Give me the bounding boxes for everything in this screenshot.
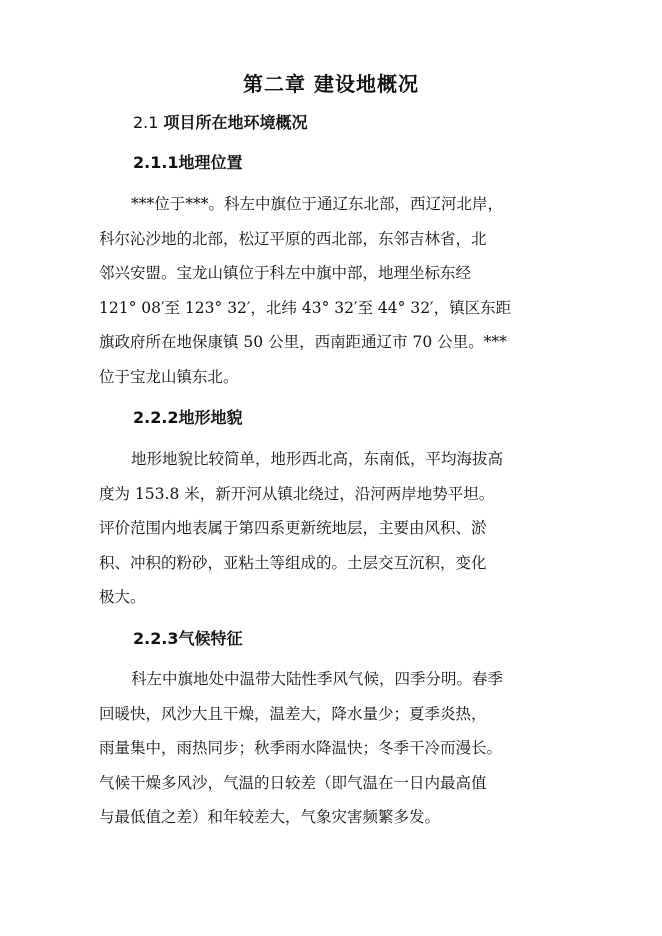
subsection-heading-terrain: 2.2.2地形地貌 (133, 408, 243, 427)
paragraph-line: 积、冲积的粉砂，亚粘土等组成的。土层交互沉积，变化 (99, 553, 487, 572)
paragraph-line: 旗政府所在地保康镇 50 公里，西南距通辽市 70 公里。*** (99, 333, 507, 352)
section-title (133, 111, 308, 135)
paragraph-line: 评价范围内地表属于第四系更新统地层，主要由风积、淤 (99, 519, 487, 538)
paragraph-geography (99, 187, 561, 395)
paragraph-climate (99, 662, 561, 835)
paragraph-line: 地形地貌比较简单，地形西北高，东南低，平均海拔高 (131, 450, 504, 468)
paragraph-line: 121° 08′至 123° 32′，北纬 43° 32′至 44° 32′，镇区东距 (99, 298, 512, 317)
paragraph-line: 科左中旗地处中温带大陆性季风气候，四季分明。春季 (131, 670, 504, 688)
paragraph-line: 度为 153.8 米，新开河从镇北绕过，沿河两岸地势平坦。 (99, 484, 495, 503)
section-heading: 项目所在地环境概况 (163, 113, 308, 132)
paragraph-line: 雨量集中，雨热同步；秋季雨水降温快；冬季干冷而漫长。 (99, 739, 503, 758)
paragraph-line: 邻兴安盟。宝龙山镇位于科左中旗中部，地理坐标东经 (99, 264, 472, 283)
paragraph-line: 回暖快，风沙大且干燥，温差大，降水量少；夏季炎热， (99, 704, 487, 723)
paragraph-line: ***位于***。科左中旗位于通辽东北部，西辽河北岸， (131, 195, 504, 213)
paragraph-terrain (99, 442, 561, 615)
paragraph-line: 气候干燥多风沙，气温的日较差（即气温在一日内最高值 (99, 773, 487, 792)
paragraph-line: 与最低值之差）和年较差大，气象灾害频繁多发。 (99, 808, 441, 827)
paragraph-line: 极大。 (99, 588, 146, 607)
chapter-title: 第二章 建设地概况 (243, 72, 419, 96)
subsection-heading-geography: 2.1.1地理位置 (133, 153, 243, 172)
section-number: 2.1 (133, 113, 159, 132)
paragraph-line: 科尔沁沙地的北部，松辽平原的西北部，东邻吉林省，北 (99, 229, 487, 248)
subsection-heading-climate: 2.2.3气候特征 (133, 629, 243, 648)
paragraph-line: 位于宝龙山镇东北。 (99, 367, 239, 386)
